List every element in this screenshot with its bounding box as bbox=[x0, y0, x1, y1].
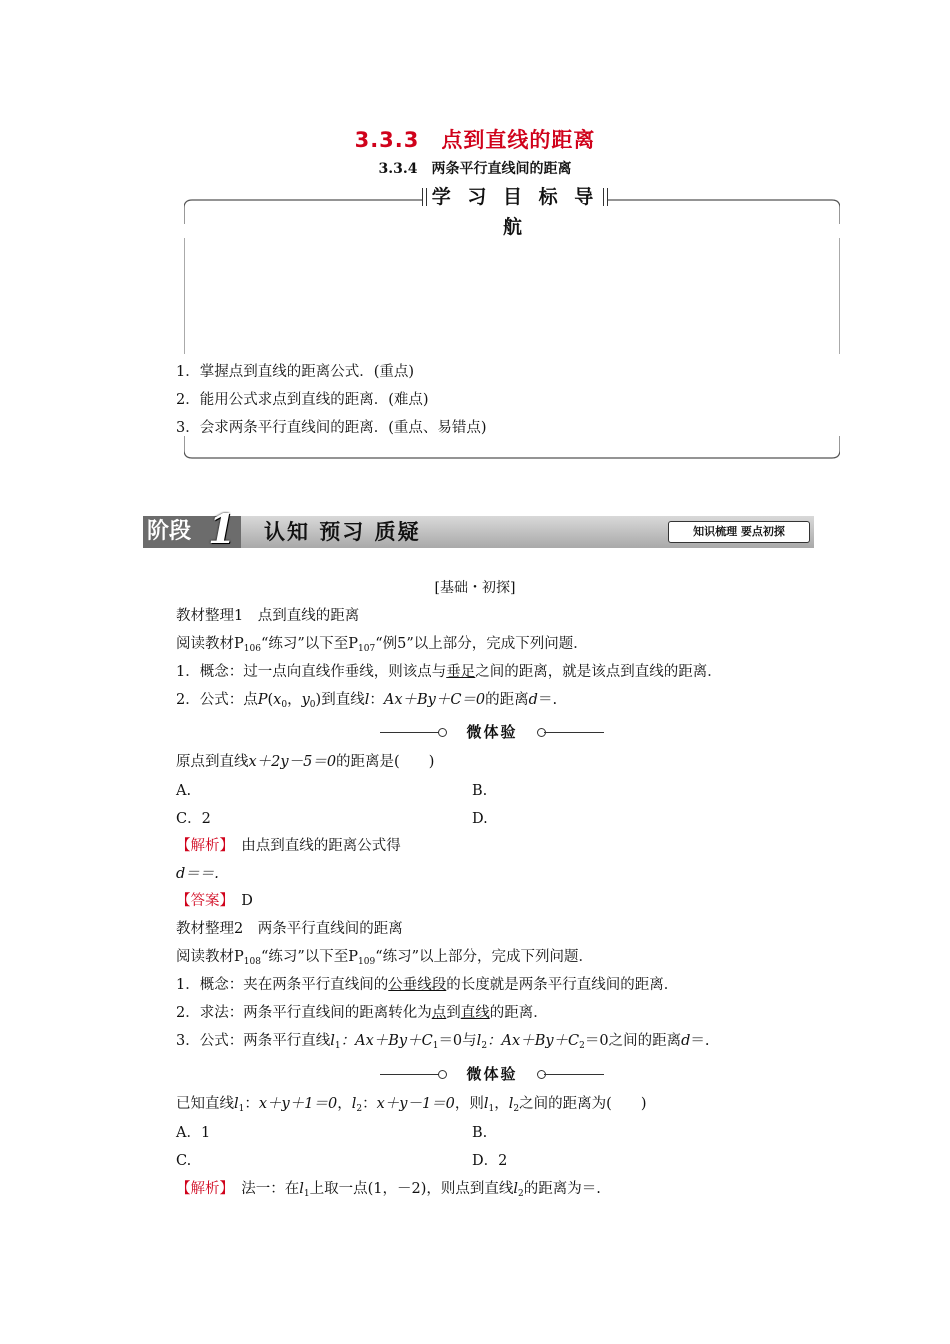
formula-line: 2．公式：点$P(x_0$，$y_0$)到直线l：Ax＋By＋C＝0的距离d＝. bbox=[176, 692, 558, 710]
question-stem: 原点到直线x＋2y－5＝0的距离是( ) bbox=[176, 754, 435, 770]
stage-tag: 知识梳理 要点初探 bbox=[668, 521, 810, 543]
option-b: B. bbox=[472, 783, 488, 799]
micro-experience-divider: 微体验 bbox=[380, 722, 604, 742]
objective-item: 1．掌握点到直线的距离公式．(重点) bbox=[176, 364, 415, 380]
option-a: A. bbox=[176, 783, 192, 799]
objectives-banner: 学 习 目 标 导 航 bbox=[422, 182, 608, 212]
stage-number: 1 bbox=[208, 506, 236, 553]
concept-line: 1．概念：夹在两条平行直线间的公垂线段的长度就是两条平行直线间的距离． bbox=[176, 977, 679, 993]
formula-line: 3．公式：两条平行直线$l_1$：$Ax+By+C_1=0$与$l_2$：$Ax+By+C_2=0$之间的距离d＝. bbox=[176, 1033, 710, 1051]
option-b: B. bbox=[472, 1125, 488, 1141]
option-a: A．1 bbox=[176, 1125, 211, 1141]
micro-experience-divider: 微体验 bbox=[380, 1064, 604, 1084]
answer-line: 【答案】 D bbox=[176, 893, 253, 909]
option-c: C. bbox=[176, 1153, 192, 1169]
stage-label: 阶段 bbox=[143, 516, 241, 548]
method-line: 2．求法：两条平行直线间的距离转化为点到直线的距离． bbox=[176, 1005, 548, 1021]
page-subtitle: 3.3.4 两条平行直线间的距离 bbox=[378, 161, 572, 177]
option-d: D．2 bbox=[472, 1153, 508, 1169]
page-title: 3.3.3 点到直线的距离 bbox=[354, 128, 596, 152]
analysis-line: 【解析】 法一：在$l_1$上取一点(1，－2)，则点到直线$l_2$的距离为＝. bbox=[176, 1181, 601, 1199]
stage-title: 认知 预习 质疑 bbox=[264, 520, 421, 544]
option-c: C．2 bbox=[176, 811, 211, 827]
distance-result: d＝＝. bbox=[176, 866, 219, 882]
question-stem: 已知直线$l_1$：x＋y＋1＝0，$l_2$：x＋y－1＝0，则$l_1$，$l_2$之间的距离为( ) bbox=[176, 1096, 647, 1114]
objective-item: 2．能用公式求点到直线的距离．(难点) bbox=[176, 392, 429, 408]
concept-line: 1．概念：过一点向直线作垂线，则该点与垂足之间的距离，就是该点到直线的距离． bbox=[176, 664, 722, 680]
reading-instruction: 阅读教材$P_{108}“$练习”以下至$P_{109}“$练习”以上部分，完成下列问题． bbox=[176, 949, 594, 967]
analysis-line: 【解析】 由点到直线的距离公式得 bbox=[176, 838, 401, 854]
section-basic-label: [基础・初探] bbox=[434, 580, 516, 596]
reading-instruction: 阅读教材$P_{106}“$练习”以下至$P_{107}“$例5”以上部分，完成下列问题． bbox=[176, 636, 588, 654]
option-d: D. bbox=[472, 811, 488, 827]
section-heading: 教材整理1 点到直线的距离 bbox=[176, 608, 360, 624]
section-heading: 教材整理2 两条平行直线间的距离 bbox=[176, 921, 403, 937]
objective-item: 3．会求两条平行直线间的距离．(重点、易错点) bbox=[176, 420, 487, 436]
